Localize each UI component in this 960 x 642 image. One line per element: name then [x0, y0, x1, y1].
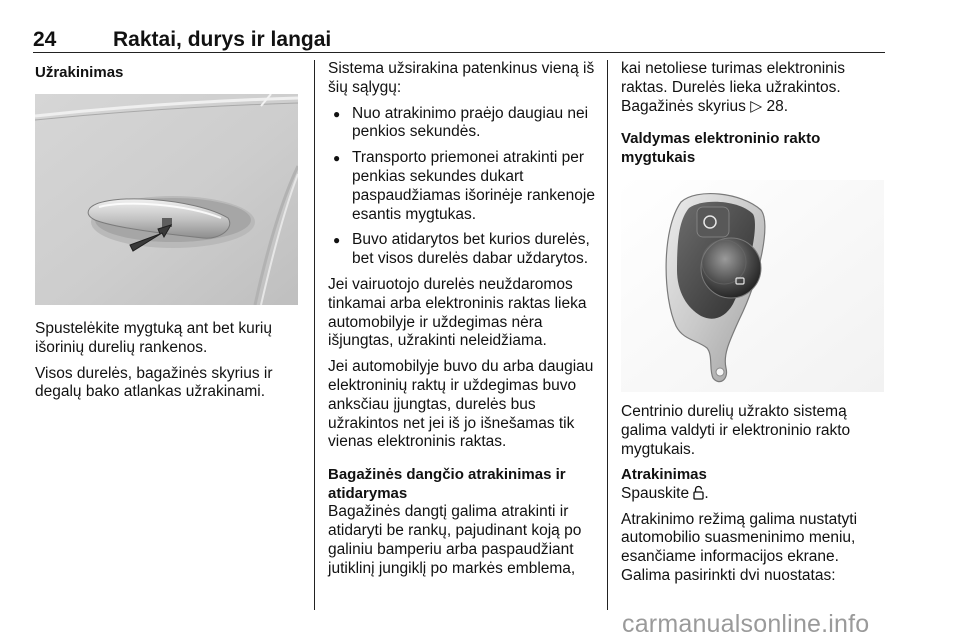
paragraph-press-handle-button: Spustelėkite mygtuką ant bet kurių išorinių durelių rankenos.: [35, 320, 272, 356]
paragraph-all-locked: Visos durelės, bagažinės skyrius ir degalų bako atlankas užrakinami.: [35, 364, 273, 401]
section-heading-locking: Užrakinimas: [35, 64, 124, 81]
section-heading-key-buttons: Valdymas elektroninio rakto mygtukais: [621, 130, 821, 166]
unlock-padlock-icon: [693, 485, 704, 500]
paragraph-multiple-keys: Jei automobilyje buvo du arba daugiau elektroninių raktų ir uždegimas buvo anksčiau įjungtas, durelės bus užrakintos net jei iš jo išnešamas tik vienas elektroninis raktas.: [328, 358, 594, 451]
paragraph-conditions-intro: Sistema užsirakina patenkinus vieną iš šių sąlygų:: [328, 60, 595, 96]
cross-reference-arrow-icon[interactable]: ▷: [750, 97, 763, 115]
text-press-end: .: [704, 484, 709, 502]
watermark: carmanualsonline.info: [622, 610, 870, 638]
paragraph-trunk-hands-free: Bagažinės dangtį galima atrakinti ir atidaryti be rankų, pajudinant koją po galiniu bamperiu arba paspaudžiant jutiklinį jungiklį po markės emblema,: [328, 503, 582, 577]
header-divider: [33, 52, 885, 53]
conditions-list: [328, 105, 598, 269]
page-title: Raktai, durys ir langai: [113, 28, 332, 51]
text-press: Spauskite: [621, 484, 690, 502]
paragraph-unlock-mode: Atrakinimo režimą galima nustatyti automobilio suasmeninimo meniu, esančiame informacijos ekrane. Galima pasirinkti dvi nuostatas:: [621, 510, 858, 585]
paragraph-lock-prevented: Jei vairuotojo durelės neuždaromos tinkamai arba elektroninis raktas lieka automobilyje ir uždegimas nėra išjungtas, užrakinti neleidžiama.: [328, 275, 587, 350]
cross-reference-page[interactable]: 28.: [766, 97, 789, 115]
list-item: ● Buvo atidarytos bet kurios durelės, bet visos durelės dabar uždarytos.: [328, 231, 598, 269]
paragraph-central-locking: Centrinio durelių užrakto sistemą galima valdyti ir elektroninio rakto mygtukais.: [621, 403, 851, 458]
paragraph-trunk-continued: [621, 60, 883, 116]
column-1-body: [35, 320, 307, 409]
column-divider-1: [314, 60, 315, 610]
page-number: 24: [33, 28, 57, 51]
list-item: ● Nuo atrakinimo praėjo daugiau nei penkios sekundės.: [328, 105, 598, 143]
list-item: ● Transporto priemonei atrakinti per penkias sekundes dukart paspaudžiamas išorinėje rankenoje esantis mygtukas.: [328, 149, 598, 224]
column-3: [621, 60, 883, 167]
page-header: [33, 28, 885, 52]
column-divider-2: [607, 60, 608, 610]
column-1: [35, 60, 307, 83]
paragraph-press-unlock: [621, 485, 883, 504]
key-fob-illustration: [621, 180, 884, 392]
section-heading-trunk: Bagažinės dangčio atrakinimas ir atidarymas: [328, 466, 566, 502]
subheading-unlocking: Atrakinimas: [621, 466, 707, 484]
column-2: [328, 60, 598, 585]
door-handle-illustration: [35, 94, 298, 305]
column-3-body: [621, 403, 883, 593]
text-continued: kai netoliese turimas elektroninis raktas. Durelės lieka užrakintos. Bagažinės skyrius: [621, 60, 845, 115]
